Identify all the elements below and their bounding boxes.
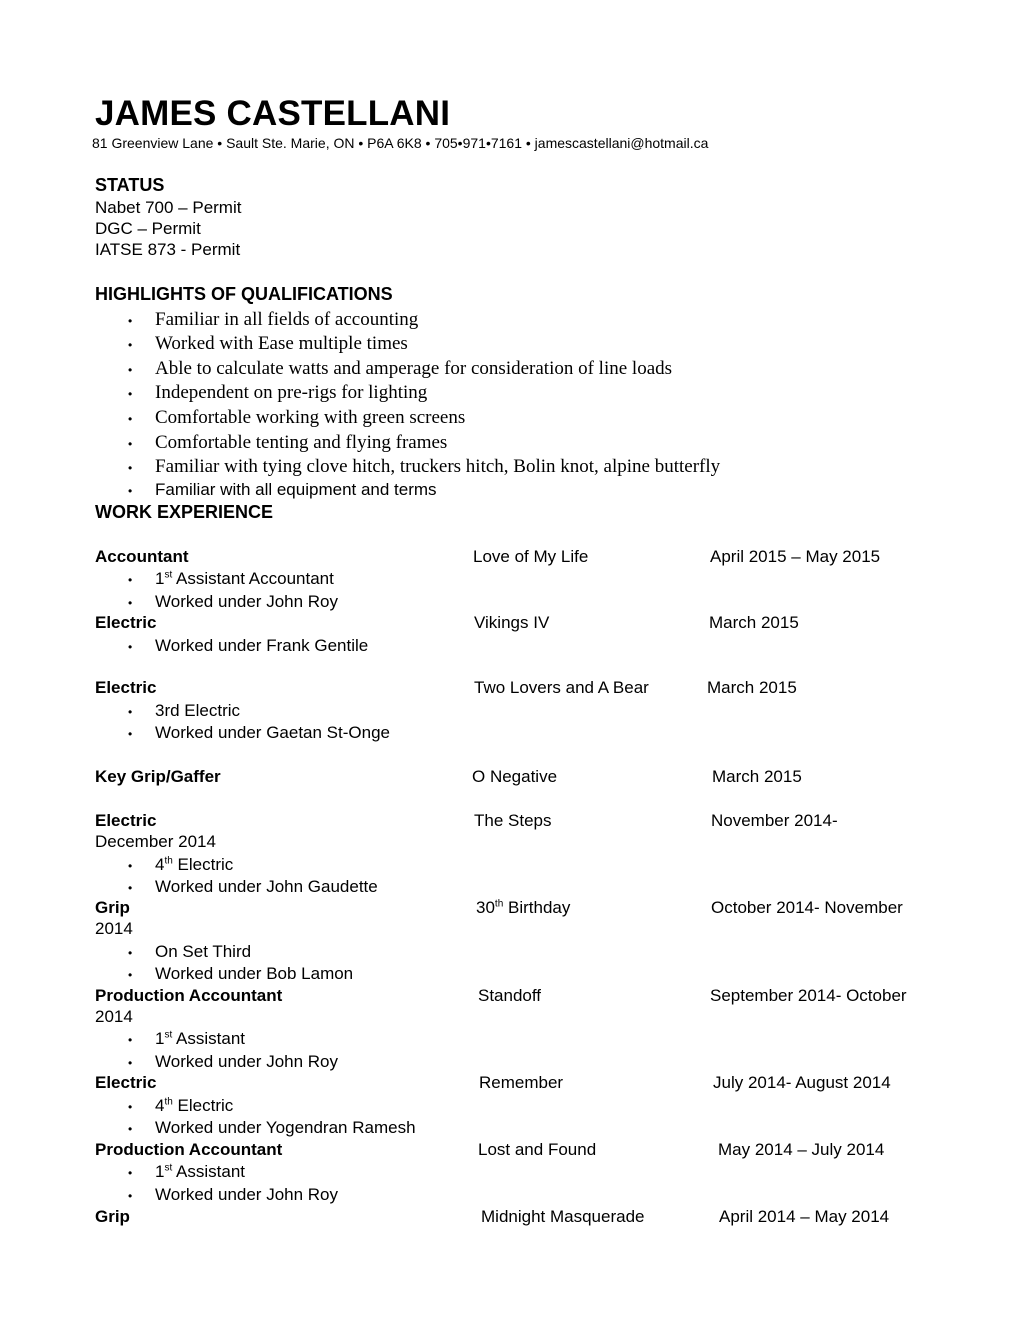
bullet-icon: • (128, 640, 133, 654)
bullet-icon: • (128, 596, 133, 610)
job-dates: July 2014- August 2014 (713, 1073, 891, 1092)
job-dates-continued: 2014 (95, 919, 133, 938)
job-project: Remember (479, 1073, 564, 1092)
job-role: Production Accountant (95, 1140, 283, 1159)
job-bullet: 1st Assistant (155, 1162, 246, 1181)
job-bullet: Worked under Frank Gentile (155, 636, 369, 655)
bullet-icon: • (128, 946, 133, 960)
job-project: The Steps (474, 811, 552, 830)
job-dates: March 2015 (707, 678, 797, 697)
job-bullet: 3rd Electric (155, 701, 241, 720)
candidate-name: JAMES CASTELLANI (95, 94, 451, 133)
job-dates: September 2014- October (710, 986, 907, 1005)
job-dates: October 2014- November (711, 898, 903, 917)
bullet-icon: • (128, 338, 133, 352)
highlights-heading: HIGHLIGHTS OF QUALIFICATIONS (95, 284, 393, 304)
highlight-item: Independent on pre-rigs for lighting (155, 382, 428, 403)
bullet-icon: • (128, 387, 133, 401)
job-bullet: On Set Third (155, 942, 252, 961)
bullet-icon: • (128, 484, 133, 498)
job-project: Vikings IV (474, 613, 550, 632)
job-project: Lost and Found (478, 1140, 597, 1159)
job-bullet: Worked under John Roy (155, 1185, 339, 1204)
highlight-item: Worked with Ease multiple times (155, 333, 408, 354)
bullet-icon: • (128, 727, 133, 741)
job-role: Accountant (95, 547, 189, 566)
status-item: Nabet 700 – Permit (95, 198, 242, 217)
job-project: Two Lovers and A Bear (474, 678, 649, 697)
bullet-icon: • (128, 573, 133, 587)
bullet-icon: • (128, 1056, 133, 1070)
job-bullet: 4th Electric (155, 855, 234, 874)
job-dates: March 2015 (712, 767, 802, 786)
bullet-icon: • (128, 968, 133, 982)
job-project: Love of My Life (473, 547, 589, 566)
job-dates: May 2014 – July 2014 (718, 1140, 885, 1159)
job-bullet: Worked under Yogendran Ramesh (155, 1118, 416, 1137)
job-bullet: Worked under John Roy (155, 592, 339, 611)
status-heading: STATUS (95, 175, 165, 195)
job-dates: April 2015 – May 2015 (710, 547, 881, 566)
job-role: Electric (95, 811, 157, 830)
highlight-item: Familiar with all equipment and terms (155, 480, 437, 499)
job-bullet: Worked under Gaetan St-Onge (155, 723, 390, 742)
work-heading: WORK EXPERIENCE (95, 502, 274, 522)
contact-line: 81 Greenview Lane • Sault Ste. Marie, ON • P6A 6K8 • 705•971•7161 • jamescastellani@hotmail.ca (92, 135, 709, 151)
job-dates-continued: December 2014 (95, 832, 216, 851)
job-role: Electric (95, 1073, 157, 1092)
bullet-icon: • (128, 412, 133, 426)
bullet-icon: • (128, 1166, 133, 1180)
job-bullet: 1st Assistant (155, 1029, 246, 1048)
job-project: 30th Birthday (476, 898, 571, 917)
job-bullet: Worked under John Gaudette (155, 877, 378, 896)
highlight-item: Comfortable working with green screens (155, 407, 466, 428)
job-dates: March 2015 (709, 613, 799, 632)
highlight-item: Familiar with tying clove hitch, truckers hitch, Bolin knot, alpine butterfly (155, 456, 721, 477)
bullet-icon: • (128, 881, 133, 895)
status-item: IATSE 873 - Permit (95, 240, 241, 259)
job-project: Midnight Masquerade (481, 1207, 645, 1226)
bullet-icon: • (128, 859, 133, 873)
job-bullet: Worked under John Roy (155, 1052, 339, 1071)
bullet-icon: • (128, 437, 133, 451)
bullet-icon: • (128, 1189, 133, 1203)
highlight-item: Able to calculate watts and amperage for consideration of line loads (155, 358, 673, 379)
bullet-icon: • (128, 1033, 133, 1047)
job-role: Electric (95, 613, 157, 632)
job-role: Electric (95, 678, 157, 697)
highlight-item: Familiar in all fields of accounting (155, 309, 419, 330)
status-item: DGC – Permit (95, 219, 201, 238)
job-project: O Negative (472, 767, 558, 786)
bullet-icon: • (128, 1122, 133, 1136)
job-bullet: 4th Electric (155, 1096, 234, 1115)
highlight-item: Comfortable tenting and flying frames (155, 432, 448, 453)
bullet-icon: • (128, 461, 133, 475)
job-role: Grip (95, 898, 130, 917)
bullet-icon: • (128, 363, 133, 377)
bullet-icon: • (128, 1100, 133, 1114)
job-bullet: Worked under Bob Lamon (155, 964, 354, 983)
job-role: Production Accountant (95, 986, 283, 1005)
bullet-icon: • (128, 705, 133, 719)
job-bullet: 1st Assistant Accountant (155, 569, 334, 588)
job-role: Key Grip/Gaffer (95, 767, 221, 786)
job-dates: November 2014- (711, 811, 838, 830)
job-dates: April 2014 – May 2014 (719, 1207, 890, 1226)
job-role: Grip (95, 1207, 130, 1226)
job-project: Standoff (478, 986, 542, 1005)
bullet-icon: • (128, 314, 133, 328)
job-dates-continued: 2014 (95, 1007, 133, 1026)
